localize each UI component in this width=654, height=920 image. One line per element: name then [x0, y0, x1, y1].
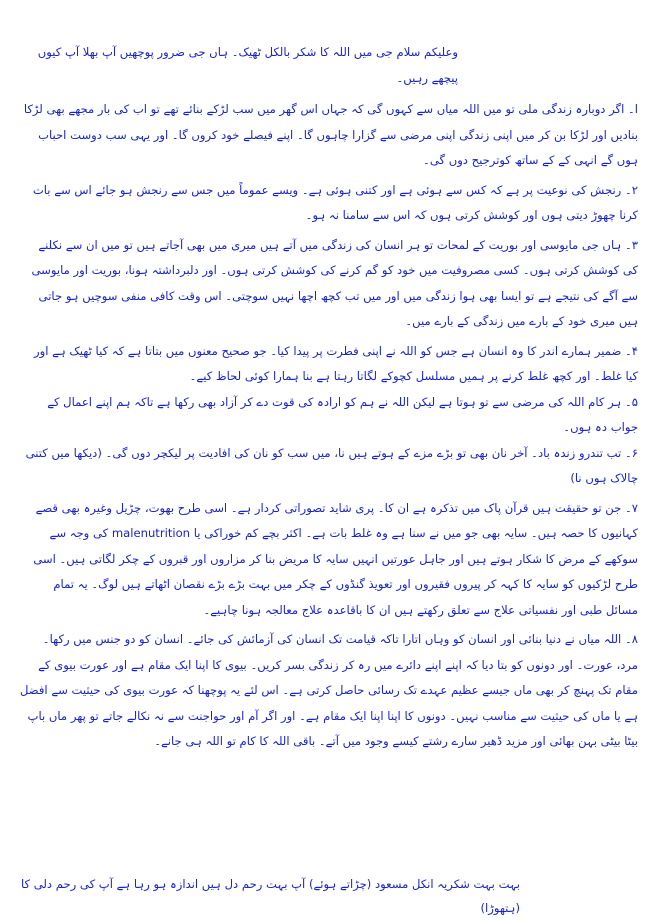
answer-paragraph-1: ا۔ اگر دوبارہ زندگی ملی تو میں اللہ میاں سے کہوں گی کہ جہاں اس گھر میں سب لڑکے بنائے تھے تو اب کی بار مجھے بھی لڑکا بنادیں اور لڑکا بن کر میں اپنی زندگی اپنی مرضی سے گزارا چاہوں گا۔ اپنے فیصلے خود کروں گا۔ اور یہی سب دوست احباب ہوں گے انہی کے کے ساتھ کوترجیح دوں گی۔ [23, 102, 638, 167]
answers-document [20, 40, 638, 759]
greeting-line: وعلیکم سلام جی میں اللہ کا شکر بالکل ٹھیک۔ ہاں جی ضرور پوچھیں آپ بھلا آپ کیوں پیچھے رہیں۔ [37, 45, 458, 85]
answer-paragraph-8: ۸۔ اللہ میاں نے دنیا بنائی اور انسان کو وہاں اتارا تاکہ قیامت تک انسان کی آزمائش کی جائے۔ انسان کو دو جنس میں رکھا۔ مرد، عورت۔ اور دونوں کو بتا دیا کہ اپنے اپنے دائرے میں رہ کر زندگی بسر کریں۔ بیوی کا اپنا ایک مقام ہے اور عورت بیوی کے مقام تک پہنچ کر بھی ماں جیسے عظیم عہدے تک رسائی حاصل کرتی ہے۔ اس لئے یہ پوچھنا کہ عورت بیوی کی حیثیت سے افضل ہے یا ماں کی حیثیت سے مناسب نہیں۔ دونوں کا اپنا اپنا ایک مقام ہے۔ اور اگر آم اور حواجنت سے نہ نکالے جاتے تو پھر ماں باپ بیٹا بیٹی بہن بھائی اور مزید ڈھیر سارے رشتے کیسے وجود میں آتے۔ باقی اللہ کا کام تو اللہ ہی جانے۔ [20, 632, 638, 748]
answer-paragraph-7: ۷۔ جن تو حقیقت ہیں قرآن پاک میں تذکرہ ہے ان کا۔ پری شاید تصوراتی کردار ہے۔ اسی طرح بھوت، چڑیل وغیرہ بھی قصے کہانیوں کا حصہ ہیں۔ سایہ بھی جو میں نے سنا ہے وہ غلط بات ہے۔ اکثر بچے کم خوراکی یا malenutrition کی وجہ سے سوکھے کے مرض کا شکار ہوتے ہیں اور جاہل عورتیں انہیں سایہ کا مریض بنا کر مزاروں اور قبروں کے چکر لگاتی ہیں۔ اسی طرح لڑکیوں کو سایہ کا کہہ کر پیروں فقیروں اور تعویذ گنڈوں کے چکر میں بہت بڑے بڑے نقصان اٹھاتے ہیں لوگ۔ یہ تمام مسائل طبی اور نفسیاتی علاج سے تعلق رکھتے ہیں ان کا باقاعدہ علاج معالجہ ہونا چاہیے۔ [33, 500, 638, 617]
answer-paragraph-3: ۳۔ ہاں جی مایوسی اور بوریت کے لمحات تو ہر انسان کی زندگی میں آتے ہیں میری میں بھی آجاتے ہیں تو میں ان سے نکلنے کی کوشش کرتی ہوں۔ کسی مصروفیت میں خود کو گم کرنے کی کوشش کرتی ہوں۔ اور دلبرداشتہ ہونا، بوریت اور مایوسی سے آگے کی نتیجے ہے تو ایسا بھی ہوا زندگی میں اور میں تب کچھ اچھا نہیں سوچتی۔ اس وقت کافی منفی سوچیں ہو جاتی ہیں میری خود کے بارے میں زندگی کے بارے میں۔ [31, 237, 638, 328]
answer-paragraph-5: ۵۔ ہر کام اللہ کی مرضی سے تو ہوتا ہے لیکن اللہ نے ہم کو ارادہ کی قوت دے کر آزاد بھی رکھا ہے تاکہ ہم اپنے اعمال کے جواب دہ ہوں۔ [47, 394, 638, 434]
answer-paragraph-4: ۴۔ ضمیر ہمارے اندر کا وہ انسان ہے جس کو اللہ نے اپنی فطرت پر پیدا کیا۔ جو صحیح معنوں میں بتاتا ہے کہ کیا ٹھیک ہے اور کیا غلط۔ اور کچھ غلط کرنے پر ہمیں مسلسل کچوکے لگاتا رہتا ہے بنا ہمارا کوئی لحاظ کیے۔ [34, 343, 638, 383]
closing-line: بہت بہت شکریہ انکل مسعود (چڑاتے ہوئے) آپ بہت رحم دل ہیں اندازہ ہو رہا ہے آپ کی رحم دلی کا (ہتھوڑا) [20, 877, 520, 915]
answer-paragraph-2: ۲۔ رنجش کی نوعیت پر ہے کہ کس سے ہوئی ہے اور کتنی ہوئی ہے۔ ویسے عموماً میں جس سے رنجش ہو جائے اس سے بات کرنا چھوڑ دیتی ہوں اور کوشش کرتی ہوں کہ اس سے سامنا نہ ہو۔ [32, 182, 638, 222]
answer-paragraph-6: ۶۔ تب تندرو زندہ باد۔ آخر نان بھی تو بڑے مزے کے ہوتے ہیں نا، میں سب کو نان کی افادیت پر لیکچر دوں گی۔ (دیکھا میں کتنی چالاک ہوں نا) [25, 445, 638, 485]
